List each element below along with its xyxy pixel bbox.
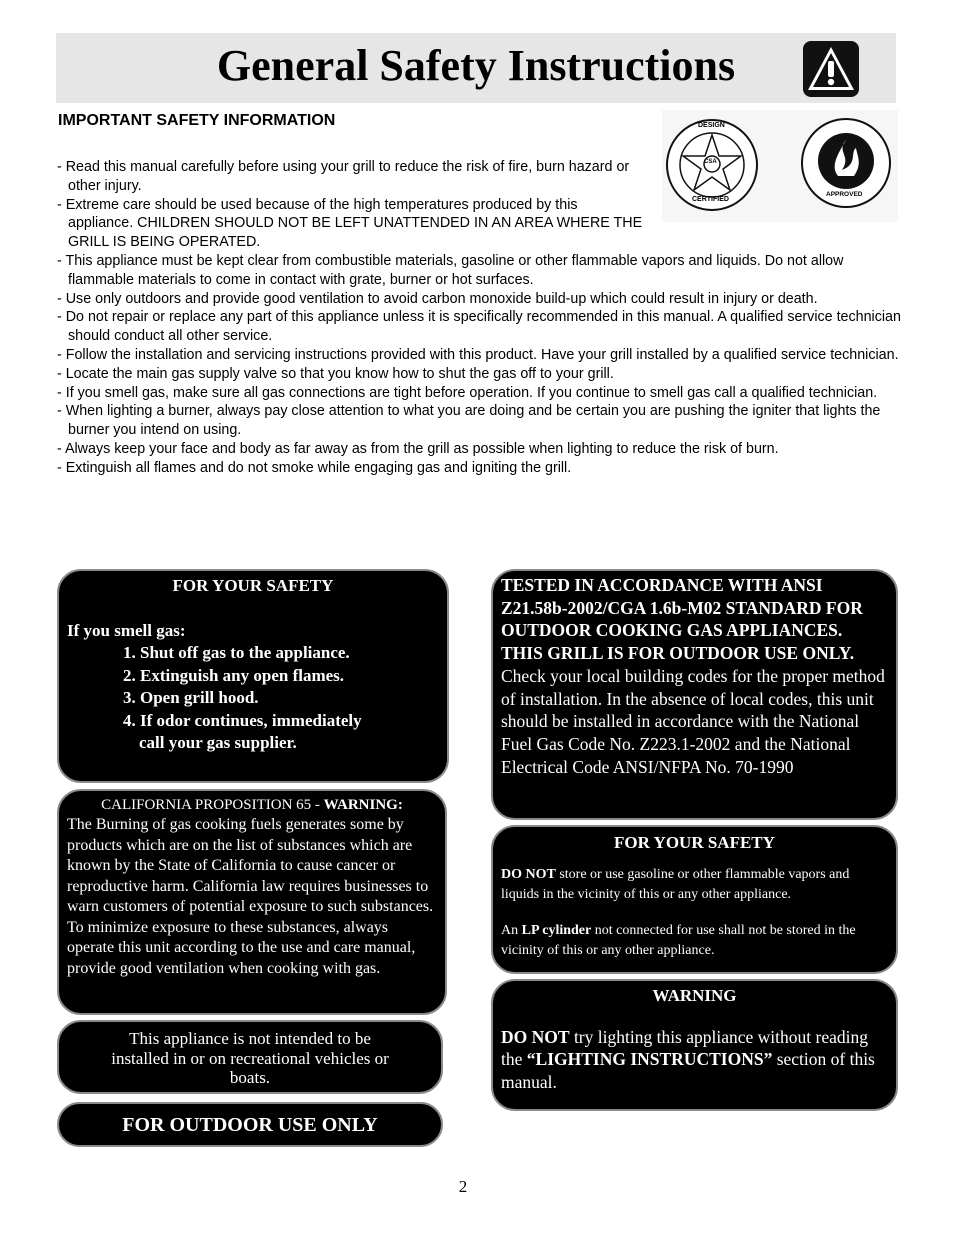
page-number: 2 [458,1177,468,1196]
seal-design-label: DESIGN [698,122,725,129]
lighting-warning-text [501,1026,888,1094]
lighting-instructions-ref: “LIGHTING INSTRUCTIONS” [526,1049,773,1070]
do-not-label: DO NOT [501,1026,570,1047]
outdoor-use-text: FOR OUTDOOR USE ONLY [122,1114,378,1136]
lp-cylinder-label: LP cylinder [521,922,592,938]
prop65-body: The Burning of gas cooking fuels generates some by products which are on the list of substances which are known by the State of California to cause cancer or reproductive harm. California law requires businesses to warn customers of potential exposure to such substances. To minimize exposure to these substances, always operate this unit according to the use and care manual, provide good ventilation when cooking with gas. [67,816,434,977]
storage-safety-box [491,825,898,974]
outdoor-use-box [57,1102,443,1147]
prop65-title-plain: CALIFORNIA PROPOSITION 65 - [101,797,324,813]
seal-center-label: CSA [704,159,717,165]
storage-text-1: store or use gasoline or other flammable vapors and liquids in the vicinity of this or any other appliance. [501,866,850,902]
gas-step: 2. Extinguish any open flames. [123,665,345,685]
list-item: - Always keep your face and body as far away as from the grill as possible when lighting to reduce the risk of burn. [57,440,907,459]
list-item: - Extreme care should be used because of the high temperatures produced by this appliance. CHILDREN SHOULD NOT BE LEFT UNATTENDED IN AN AREA WHERE THE GRILL IS BEING OPERATED. [57,196,646,252]
gas-smell-safety-box [57,569,449,783]
important-safety-heading: IMPORTANT SAFETY INFORMATION [58,112,336,129]
list-item: - This appliance must be kept clear from combustible materials, gasoline or other flammable vapors and liquids. Do not allow flammable materials to come in contact with grate, burner or hot surfaces. [57,252,907,290]
box-title: FOR YOUR SAFETY [614,833,775,852]
gas-step: 3. Open grill hood. [123,688,259,707]
seal-approved-label: APPROVED [826,191,863,198]
box-title: FOR YOUR SAFETY [172,576,334,595]
warning-text-2: section of this manual. [501,1049,875,1093]
lighting-warning-box [491,979,898,1111]
list-item: - If you smell gas, make sure all gas connections are tight before operation. If you continue to smell gas call a qualified technician. [57,384,907,403]
list-item: - When lighting a burner, always pay close attention to what you are doing and be certain you are pushing the igniter that lights the burner you intend on using. [57,402,907,440]
list-item: - Locate the main gas supply valve so that you know how to shut the gas off to your grill. [57,365,907,384]
ansi-body-text: Check your local building codes for the proper method of installation. In the absence of local codes, this unit should be installed in accordance with the National Fuel Gas Code No. Z223.1-2002 and the National Electrical Code ANSI/NFPA No. 70-1990 [501,665,885,777]
gas-smell-intro: If you smell gas: [67,620,186,640]
safety-bullet-list [57,158,907,478]
rv-notice-text: This appliance is not intended to be installed in or on recreational vehicles or boats. [111,1029,389,1087]
list-item: - Read this manual carefully before using your grill to reduce the risk of fire, burn hazard or other injury. [57,158,646,196]
box-title: WARNING [652,986,737,1005]
page-title: General Safety Instructions [216,41,736,90]
ansi-bold-text: TESTED IN ACCORDANCE WITH ANSI Z21.58b-2002/CGA 1.6b-M02 STANDARD FOR OUTDOOR COOKING GAS APPLIANCES. THIS GRILL IS FOR OUTDOOR USE ONLY. [501,575,863,664]
storage-text-2a: An [501,922,522,938]
list-item: - Extinguish all flames and do not smoke while engaging gas and igniting the grill. [57,459,907,478]
gas-step-continued: call your gas supplier. [139,733,297,752]
storage-paragraph-1 [501,865,888,905]
prop65-warning-box [57,789,447,1015]
page-header [56,33,896,103]
prop65-title-bold: WARNING: [323,797,403,813]
gas-step: 4. If odor continues, immediately [123,710,362,730]
do-not-label: DO NOT [501,866,556,882]
warning-triangle-icon [802,40,860,98]
gas-step: 1. Shut off gas to the appliance. [123,643,350,662]
seal-certified-label: CERTIFIED [692,196,729,203]
prop65-title [67,795,437,815]
list-item: - Do not repair or replace any part of this appliance unless it is specifically recommended in this manual. A qualified service technician should conduct all other service. [57,308,907,346]
list-item: - Follow the installation and servicing instructions provided with this product. Have your grill installed by a qualified service technician. [57,346,907,365]
storage-text-2b: not connected for use shall not be stored in the vicinity of this or any other appliance. [501,922,856,958]
ansi-standard-box [491,569,898,820]
storage-paragraph-2 [501,921,888,961]
warning-text-1: try lighting this appliance without reading the [501,1026,868,1070]
rv-notice-box [57,1020,443,1094]
list-item: - Use only outdoors and provide good ventilation to avoid carbon monoxide build-up which could result in injury or death. [57,290,907,309]
